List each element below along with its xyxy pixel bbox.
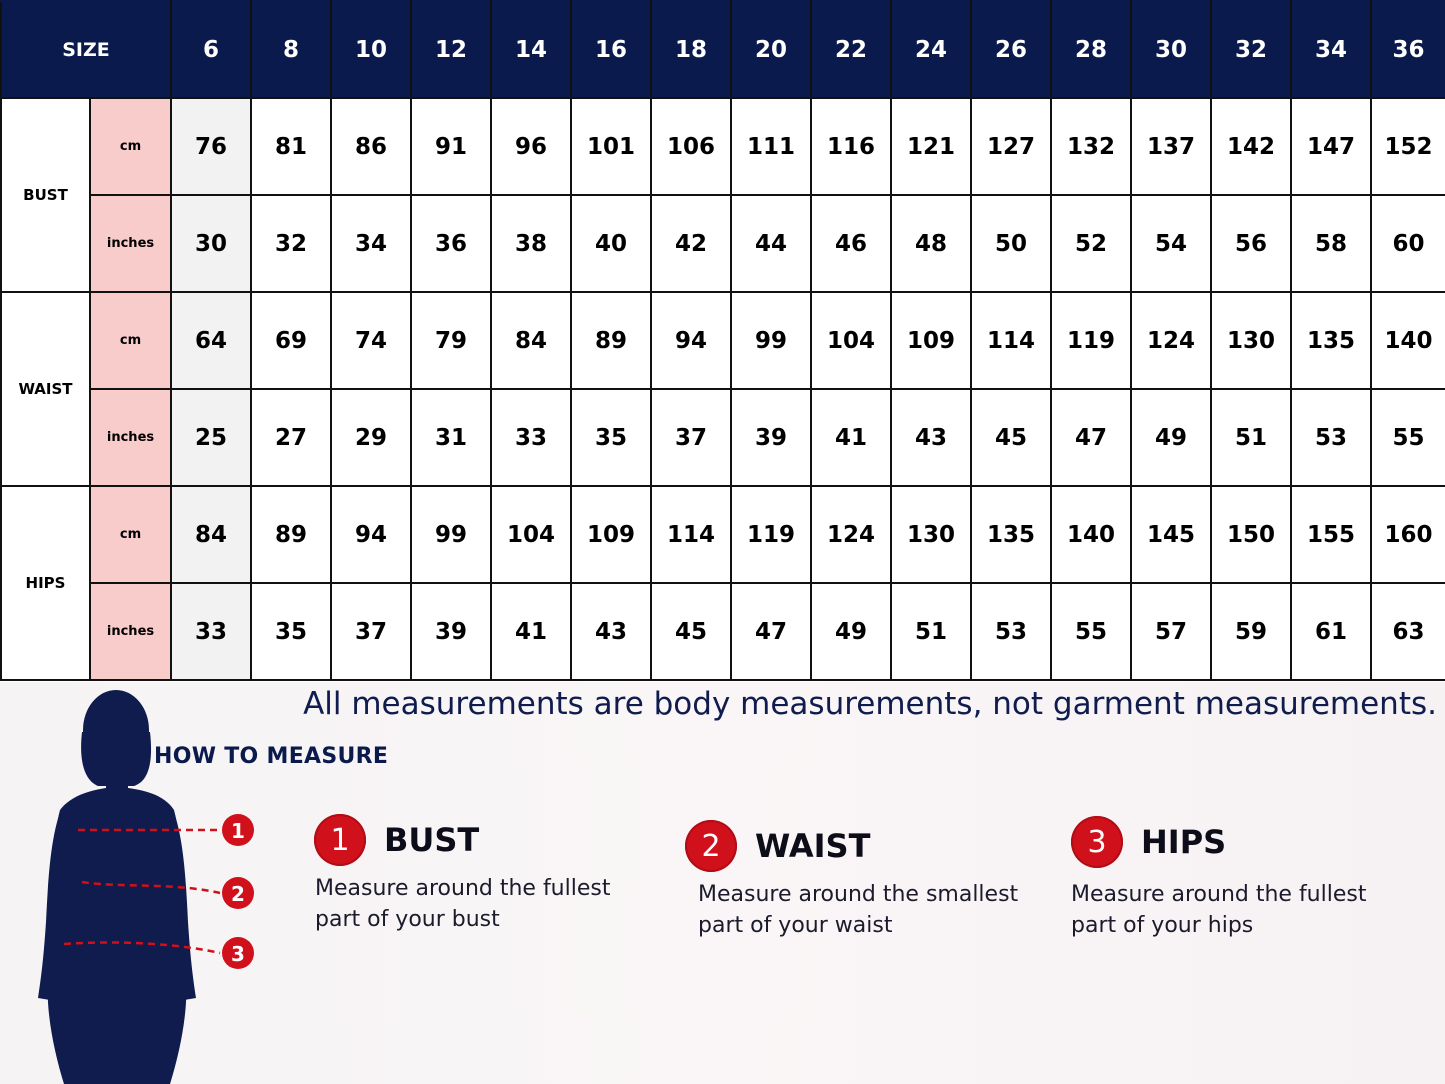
table-cell: 109 [891,292,971,389]
marker-1-label: 1 [231,819,245,843]
table-cell: 47 [731,583,811,680]
size-header-cell: 24 [891,1,971,98]
table-cell: 147 [1291,98,1371,195]
table-cell: 43 [571,583,651,680]
table-cell: 30 [171,195,251,292]
size-table-body [1,98,1445,680]
table-cell: 109 [571,486,651,583]
step-1-desc-line2: part of your bust [315,907,500,932]
size-header-cell: 30 [1131,1,1211,98]
marker-3-label: 3 [231,942,245,966]
table-cell: 124 [1131,292,1211,389]
size-header-cell: 10 [331,1,411,98]
table-cell: 140 [1371,292,1445,389]
step-bust-header [314,814,479,866]
size-header-cell: 36 [1371,1,1445,98]
unit-label: inches [90,583,171,680]
figure-markers [222,814,254,969]
table-cell: 63 [1371,583,1445,680]
table-cell: 86 [331,98,411,195]
table-cell: 61 [1291,583,1371,680]
table-cell: 43 [891,389,971,486]
table-cell: 69 [251,292,331,389]
table-cell: 52 [1051,195,1131,292]
table-cell: 55 [1371,389,1445,486]
table-row [1,583,1445,680]
table-cell: 33 [491,389,571,486]
step-hips-header [1071,816,1226,868]
table-cell: 53 [1291,389,1371,486]
table-cell: 132 [1051,98,1131,195]
table-cell: 89 [571,292,651,389]
table-cell: 119 [731,486,811,583]
table-cell: 54 [1131,195,1211,292]
table-cell: 76 [171,98,251,195]
measure-label-bust: BUST [1,98,90,292]
table-cell: 99 [731,292,811,389]
size-header-cell: 14 [491,1,571,98]
step-2-desc-line2: part of your waist [698,913,893,938]
size-header-cell: 28 [1051,1,1131,98]
size-header-cell: 16 [571,1,651,98]
table-cell: 150 [1211,486,1291,583]
table-cell: 49 [811,583,891,680]
table-cell: 140 [1051,486,1131,583]
table-cell: 121 [891,98,971,195]
size-header-cell: 26 [971,1,1051,98]
unit-label: cm [90,292,171,389]
body-silhouette-figure [20,682,280,1084]
table-cell: 49 [1131,389,1211,486]
table-row [1,195,1445,292]
table-row [1,98,1445,195]
table-row [1,486,1445,583]
table-cell: 53 [971,583,1051,680]
table-cell: 55 [1051,583,1131,680]
step-2-description [698,879,1028,941]
size-header-cell: 12 [411,1,491,98]
table-cell: 145 [1131,486,1211,583]
table-cell: 56 [1211,195,1291,292]
table-cell: 42 [651,195,731,292]
table-cell: 96 [491,98,571,195]
table-cell: 84 [491,292,571,389]
step-3-title: HIPS [1141,823,1227,861]
table-row [1,292,1445,389]
table-cell: 39 [731,389,811,486]
table-cell: 91 [411,98,491,195]
table-cell: 137 [1131,98,1211,195]
table-cell: 29 [331,389,411,486]
table-cell: 33 [171,583,251,680]
how-to-measure-title: HOW TO MEASURE [154,744,389,769]
size-header-label: SIZE [1,1,171,98]
table-cell: 39 [411,583,491,680]
table-cell: 40 [571,195,651,292]
table-cell: 25 [171,389,251,486]
step-3-number-icon: 3 [1071,816,1123,868]
table-cell: 27 [251,389,331,486]
table-cell: 114 [971,292,1051,389]
table-cell: 45 [971,389,1051,486]
table-cell: 106 [651,98,731,195]
marker-2-label: 2 [231,882,245,906]
table-cell: 101 [571,98,651,195]
step-2-title: WAIST [755,827,871,865]
table-cell: 142 [1211,98,1291,195]
step-1-number-icon: 1 [314,814,366,866]
table-cell: 104 [811,292,891,389]
table-cell: 160 [1371,486,1445,583]
table-cell: 32 [251,195,331,292]
table-cell: 50 [971,195,1051,292]
table-cell: 74 [331,292,411,389]
unit-label: cm [90,486,171,583]
table-cell: 41 [491,583,571,680]
how-to-measure-panel [0,682,1445,1084]
step-1-desc-line1: Measure around the fullest [315,876,611,901]
table-cell: 130 [891,486,971,583]
table-cell: 94 [651,292,731,389]
table-cell: 38 [491,195,571,292]
unit-label: cm [90,98,171,195]
step-2-number-icon: 2 [685,820,737,872]
size-header-cell: 34 [1291,1,1371,98]
table-cell: 127 [971,98,1051,195]
table-cell: 59 [1211,583,1291,680]
table-cell: 104 [491,486,571,583]
table-cell: 37 [331,583,411,680]
size-header-cell: 20 [731,1,811,98]
table-cell: 37 [651,389,731,486]
size-header-cell: 8 [251,1,331,98]
measure-label-hips: HIPS [1,486,90,680]
measurement-note: All measurements are body measurements, not garment measurements. [303,686,1437,722]
table-cell: 114 [651,486,731,583]
table-cell: 124 [811,486,891,583]
table-cell: 111 [731,98,811,195]
table-cell: 34 [331,195,411,292]
step-waist-header [685,820,870,872]
table-cell: 152 [1371,98,1445,195]
table-cell: 116 [811,98,891,195]
table-cell: 135 [1291,292,1371,389]
table-cell: 48 [891,195,971,292]
step-3-description [1071,879,1401,941]
unit-label: inches [90,195,171,292]
table-cell: 79 [411,292,491,389]
table-cell: 81 [251,98,331,195]
table-cell: 41 [811,389,891,486]
table-cell: 89 [251,486,331,583]
step-1-description [315,873,645,935]
table-cell: 45 [651,583,731,680]
table-cell: 84 [171,486,251,583]
table-cell: 51 [891,583,971,680]
table-cell: 135 [971,486,1051,583]
size-header-cell: 32 [1211,1,1291,98]
table-cell: 94 [331,486,411,583]
table-cell: 51 [1211,389,1291,486]
size-header-row [1,1,1445,98]
table-cell: 31 [411,389,491,486]
table-cell: 36 [411,195,491,292]
size-header-cell: 6 [171,1,251,98]
table-cell: 46 [811,195,891,292]
table-cell: 58 [1291,195,1371,292]
table-cell: 60 [1371,195,1445,292]
table-cell: 44 [731,195,811,292]
unit-label: inches [90,389,171,486]
table-row [1,389,1445,486]
table-cell: 99 [411,486,491,583]
step-3-desc-line2: part of your hips [1071,913,1254,938]
table-cell: 130 [1211,292,1291,389]
table-cell: 35 [571,389,651,486]
table-cell: 47 [1051,389,1131,486]
step-3-desc-line1: Measure around the fullest [1071,882,1367,907]
table-cell: 35 [251,583,331,680]
table-cell: 64 [171,292,251,389]
measure-label-waist: WAIST [1,292,90,486]
size-header-cell: 22 [811,1,891,98]
step-1-title: BUST [384,821,480,859]
size-header-cell: 18 [651,1,731,98]
table-cell: 155 [1291,486,1371,583]
step-2-desc-line1: Measure around the smallest [698,882,1019,907]
table-cell: 57 [1131,583,1211,680]
table-cell: 119 [1051,292,1131,389]
